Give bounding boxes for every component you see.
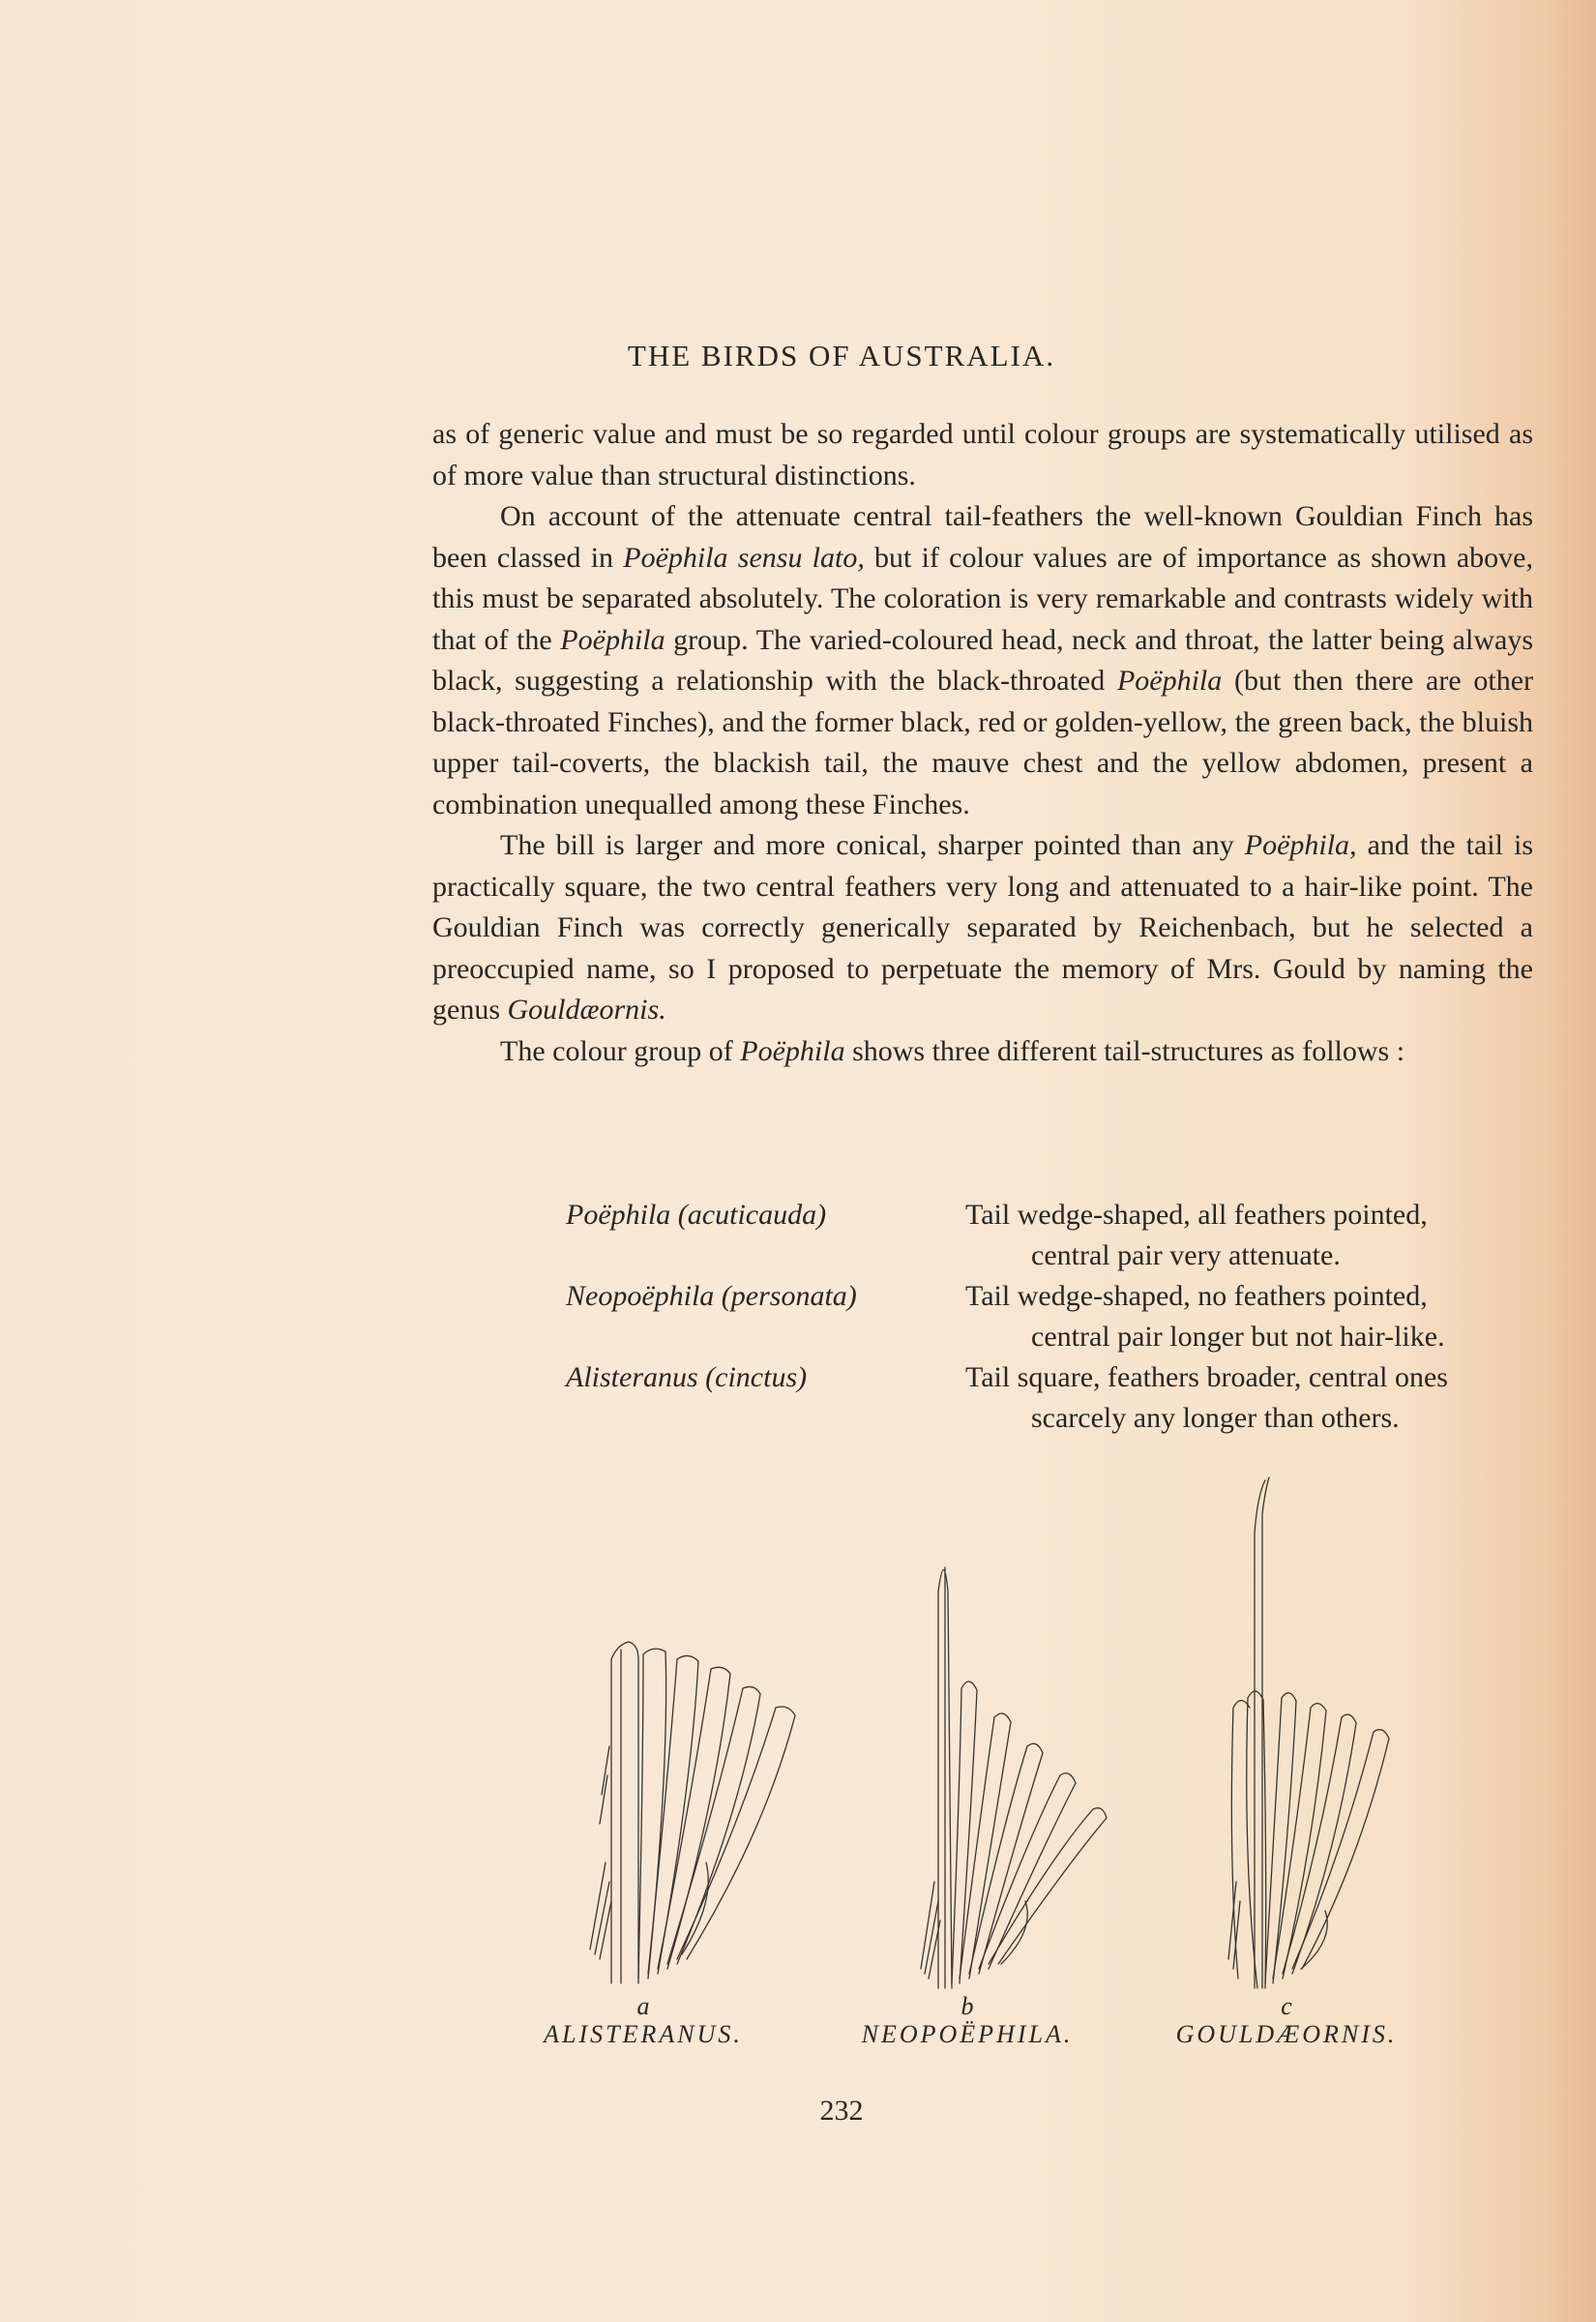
- paragraph-1: [432, 414, 1533, 496]
- figure-caption-b: [842, 1993, 1093, 2049]
- text-run: (but then there are other black-throated Finches), and the former black, red or golden-yellow, the green back, the bluish upper tail-coverts, the blackish tail, the mauve chest and the yellow abdomen, present a combination unequalled among these Finches.: [432, 665, 1534, 820]
- description-line: central pair longer but not hair-like.: [1031, 1321, 1445, 1353]
- description-line: central pair very attenuate.: [1031, 1239, 1341, 1271]
- figure-caption-c: [1161, 1993, 1412, 2049]
- figure-letter: c: [1281, 1992, 1292, 2020]
- tail-illustrations: [522, 1475, 1490, 2075]
- figure-letter: a: [636, 1992, 650, 2020]
- table-row: [566, 1195, 1543, 1276]
- paragraph-4: [432, 1031, 1533, 1073]
- table-row: [566, 1276, 1543, 1357]
- tail-drawing-neopoephila: [921, 1567, 1107, 1988]
- text-run: The colour group of: [500, 1034, 741, 1067]
- text-run: and the tail is practically square, the two central feathers very long and attenuated to a hair-like point. The Gouldian Finch was correctly generically separated by Reichenbach, but he selected a preoccupied name, so I proposed to perpetuate the memory of Mrs. Gould by naming the genus: [432, 829, 1533, 1026]
- text-run: as of generic value and must be so regarded until colour groups are systematically utilised as of more value than structural distinctions.: [432, 418, 1533, 491]
- description-line: Tail square, feathers broader, central ones: [965, 1361, 1448, 1393]
- genus-name: Neopoëphila (personata): [566, 1280, 857, 1312]
- figure-name: ALISTERANUS.: [544, 2020, 743, 2048]
- italic-term: Poëphila: [740, 1034, 845, 1067]
- page-number: 232: [819, 2095, 864, 2127]
- running-head: THE BIRDS OF AUSTRALIA.: [627, 339, 1056, 372]
- text-run: shows three different tail-structures as follows :: [844, 1034, 1405, 1067]
- description-line: Tail wedge-shaped, all feathers pointed,: [965, 1199, 1428, 1231]
- paragraph-3: [432, 825, 1533, 1031]
- italic-term: Poëphila: [560, 623, 665, 656]
- table-row: [566, 1357, 1543, 1439]
- description-line: Tail wedge-shaped, no feathers pointed,: [965, 1280, 1428, 1312]
- description-line: scarcely any longer than others.: [1031, 1402, 1400, 1434]
- figure-caption-a: [527, 1993, 759, 2049]
- figure-name: NEOPOËPHILA.: [861, 2020, 1074, 2048]
- italic-term: Poëphila,: [1244, 829, 1357, 861]
- text-run: but if colour values are of importance as shown above, this must be separated absolutely. The coloration is very remarkable and contrasts widely with that of the: [432, 541, 1533, 656]
- tail-drawing-alisteranus: [590, 1642, 795, 1983]
- text-run: The bill is larger and more conical, sharper pointed than any: [500, 829, 1245, 861]
- italic-term: Gouldæornis.: [507, 994, 666, 1026]
- italic-term: Poëphila sensu lato,: [623, 541, 865, 574]
- tail-drawing-gouldaeornis: [1228, 1477, 1389, 1988]
- tail-description: [965, 1357, 1543, 1439]
- tail-structure-table: [566, 1195, 1543, 1439]
- tail-description: [965, 1276, 1543, 1357]
- tail-description: [965, 1195, 1543, 1276]
- italic-term: Poëphila: [1116, 665, 1223, 697]
- genus-name: Alisteranus (cinctus): [566, 1361, 808, 1393]
- body-text: [432, 414, 1533, 1072]
- figure-name: GOULDÆORNIS.: [1175, 2020, 1398, 2048]
- text-run: On account of the attenuate central tail-feathers the well-known Gouldian Finch has been classed in: [432, 500, 1533, 574]
- figure-letter: b: [961, 1992, 974, 2020]
- text-run: group. The varied-coloured head, neck and throat, the latter being always black, suggesting a relationship with the black-throated: [432, 623, 1533, 697]
- genus-name: Poëphila (acuticauda): [566, 1199, 827, 1231]
- paragraph-2: [432, 496, 1533, 825]
